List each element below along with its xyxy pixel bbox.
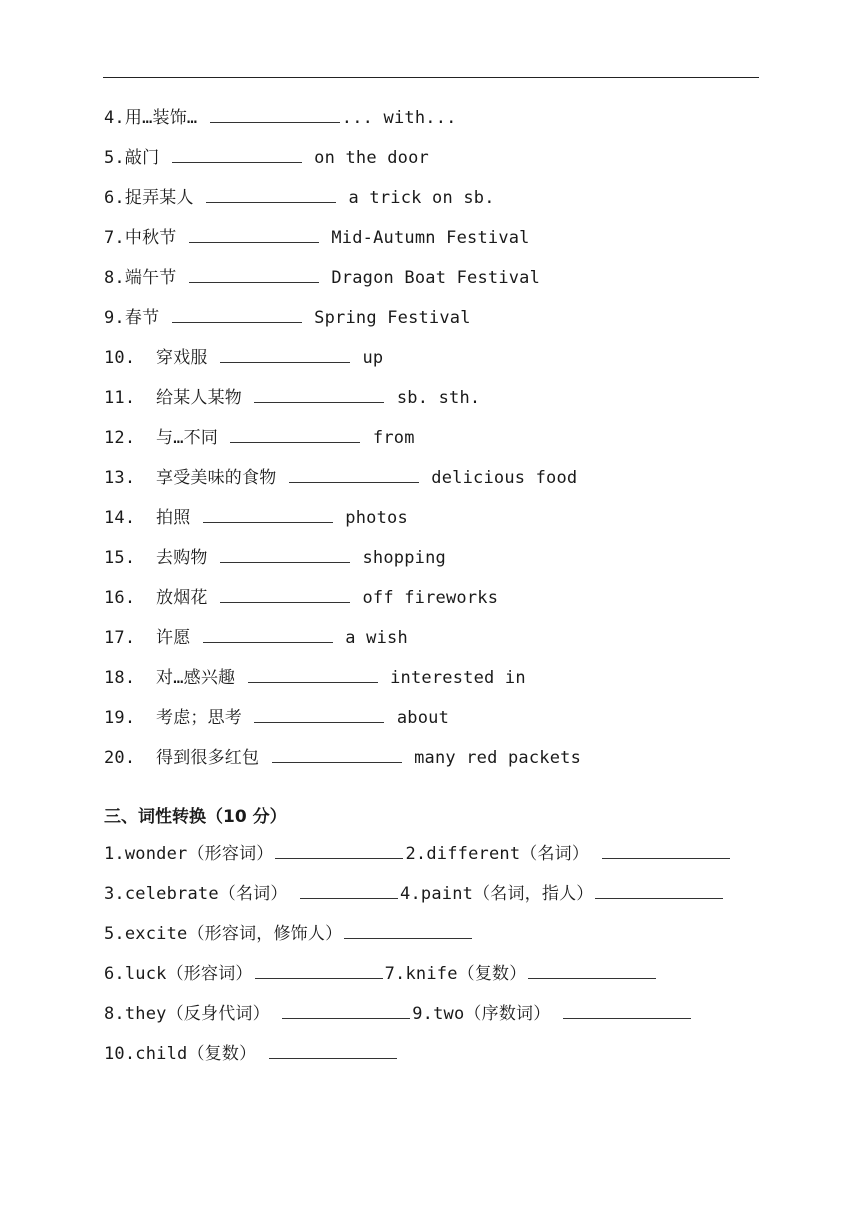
answer-blank[interactable] [189, 266, 319, 283]
list-item: 9.春节 Spring Festival [104, 308, 471, 328]
answer-blank[interactable] [289, 466, 419, 483]
answer-blank[interactable] [248, 666, 378, 683]
list-item: 8.端午节 Dragon Boat Festival [104, 268, 541, 288]
answer-blank[interactable] [344, 922, 472, 939]
answer-blank[interactable] [189, 226, 319, 243]
list-item: 15. 去购物 shopping [104, 548, 446, 568]
answer-blank[interactable] [269, 1042, 397, 1059]
answer-blank[interactable] [282, 1002, 410, 1019]
list-item: 14. 拍照 photos [104, 508, 408, 528]
list-item: 10.child（复数） [104, 1042, 399, 1066]
list-item: 6.luck（形容词） 7.knife（复数） [104, 962, 658, 986]
answer-blank[interactable] [230, 426, 360, 443]
answer-blank[interactable] [220, 586, 350, 603]
answer-blank[interactable] [275, 842, 403, 859]
list-item: 19. 考虑；思考 about [104, 708, 450, 728]
answer-blank[interactable] [254, 386, 384, 403]
answer-blank[interactable] [203, 626, 333, 643]
list-item: 18. 对…感兴趣 interested in [104, 668, 526, 688]
answer-blank[interactable] [254, 706, 384, 723]
header-rule [103, 77, 759, 78]
list-item: 5.excite（形容词，修饰人） [104, 922, 474, 946]
answer-blank[interactable] [220, 546, 350, 563]
answer-blank[interactable] [300, 882, 398, 899]
list-item: 8.they（反身代词） 9.two（序数词） [104, 1002, 693, 1026]
list-item: 10. 穿戏服 up [104, 348, 384, 368]
answer-blank[interactable] [255, 962, 383, 979]
answer-blank[interactable] [528, 962, 656, 979]
list-item: 7.中秋节 Mid-Autumn Festival [104, 228, 530, 248]
list-item: 6.捉弄某人 a trick on sb. [104, 188, 495, 208]
list-item: 4.用…装饰… ... with... [104, 108, 457, 128]
answer-blank[interactable] [272, 746, 402, 763]
list-item: 5.敲门 on the door [104, 148, 429, 168]
answer-blank[interactable] [220, 346, 350, 363]
answer-blank[interactable] [563, 1002, 691, 1019]
answer-blank[interactable] [210, 106, 340, 123]
list-item: 16. 放烟花 off fireworks [104, 588, 499, 608]
answer-blank[interactable] [206, 186, 336, 203]
answer-blank[interactable] [172, 306, 302, 323]
answer-blank[interactable] [203, 506, 333, 523]
list-item: 1.wonder（形容词） 2.different（名词） [104, 842, 732, 866]
list-item: 3.celebrate（名词） 4.paint（名词，指人） [104, 882, 725, 906]
answer-blank[interactable] [595, 882, 723, 899]
list-item: 13. 享受美味的食物 delicious food [104, 468, 578, 488]
answer-blank[interactable] [602, 842, 730, 859]
list-item: 20. 得到很多红包 many red packets [104, 748, 582, 768]
answer-blank[interactable] [172, 146, 302, 163]
section-title: 三、词性转换（10 分） [104, 807, 287, 827]
list-item: 12. 与…不同 from [104, 428, 415, 448]
list-item: 17. 许愿 a wish [104, 628, 408, 648]
list-item: 11. 给某人某物 sb. sth. [104, 388, 481, 408]
